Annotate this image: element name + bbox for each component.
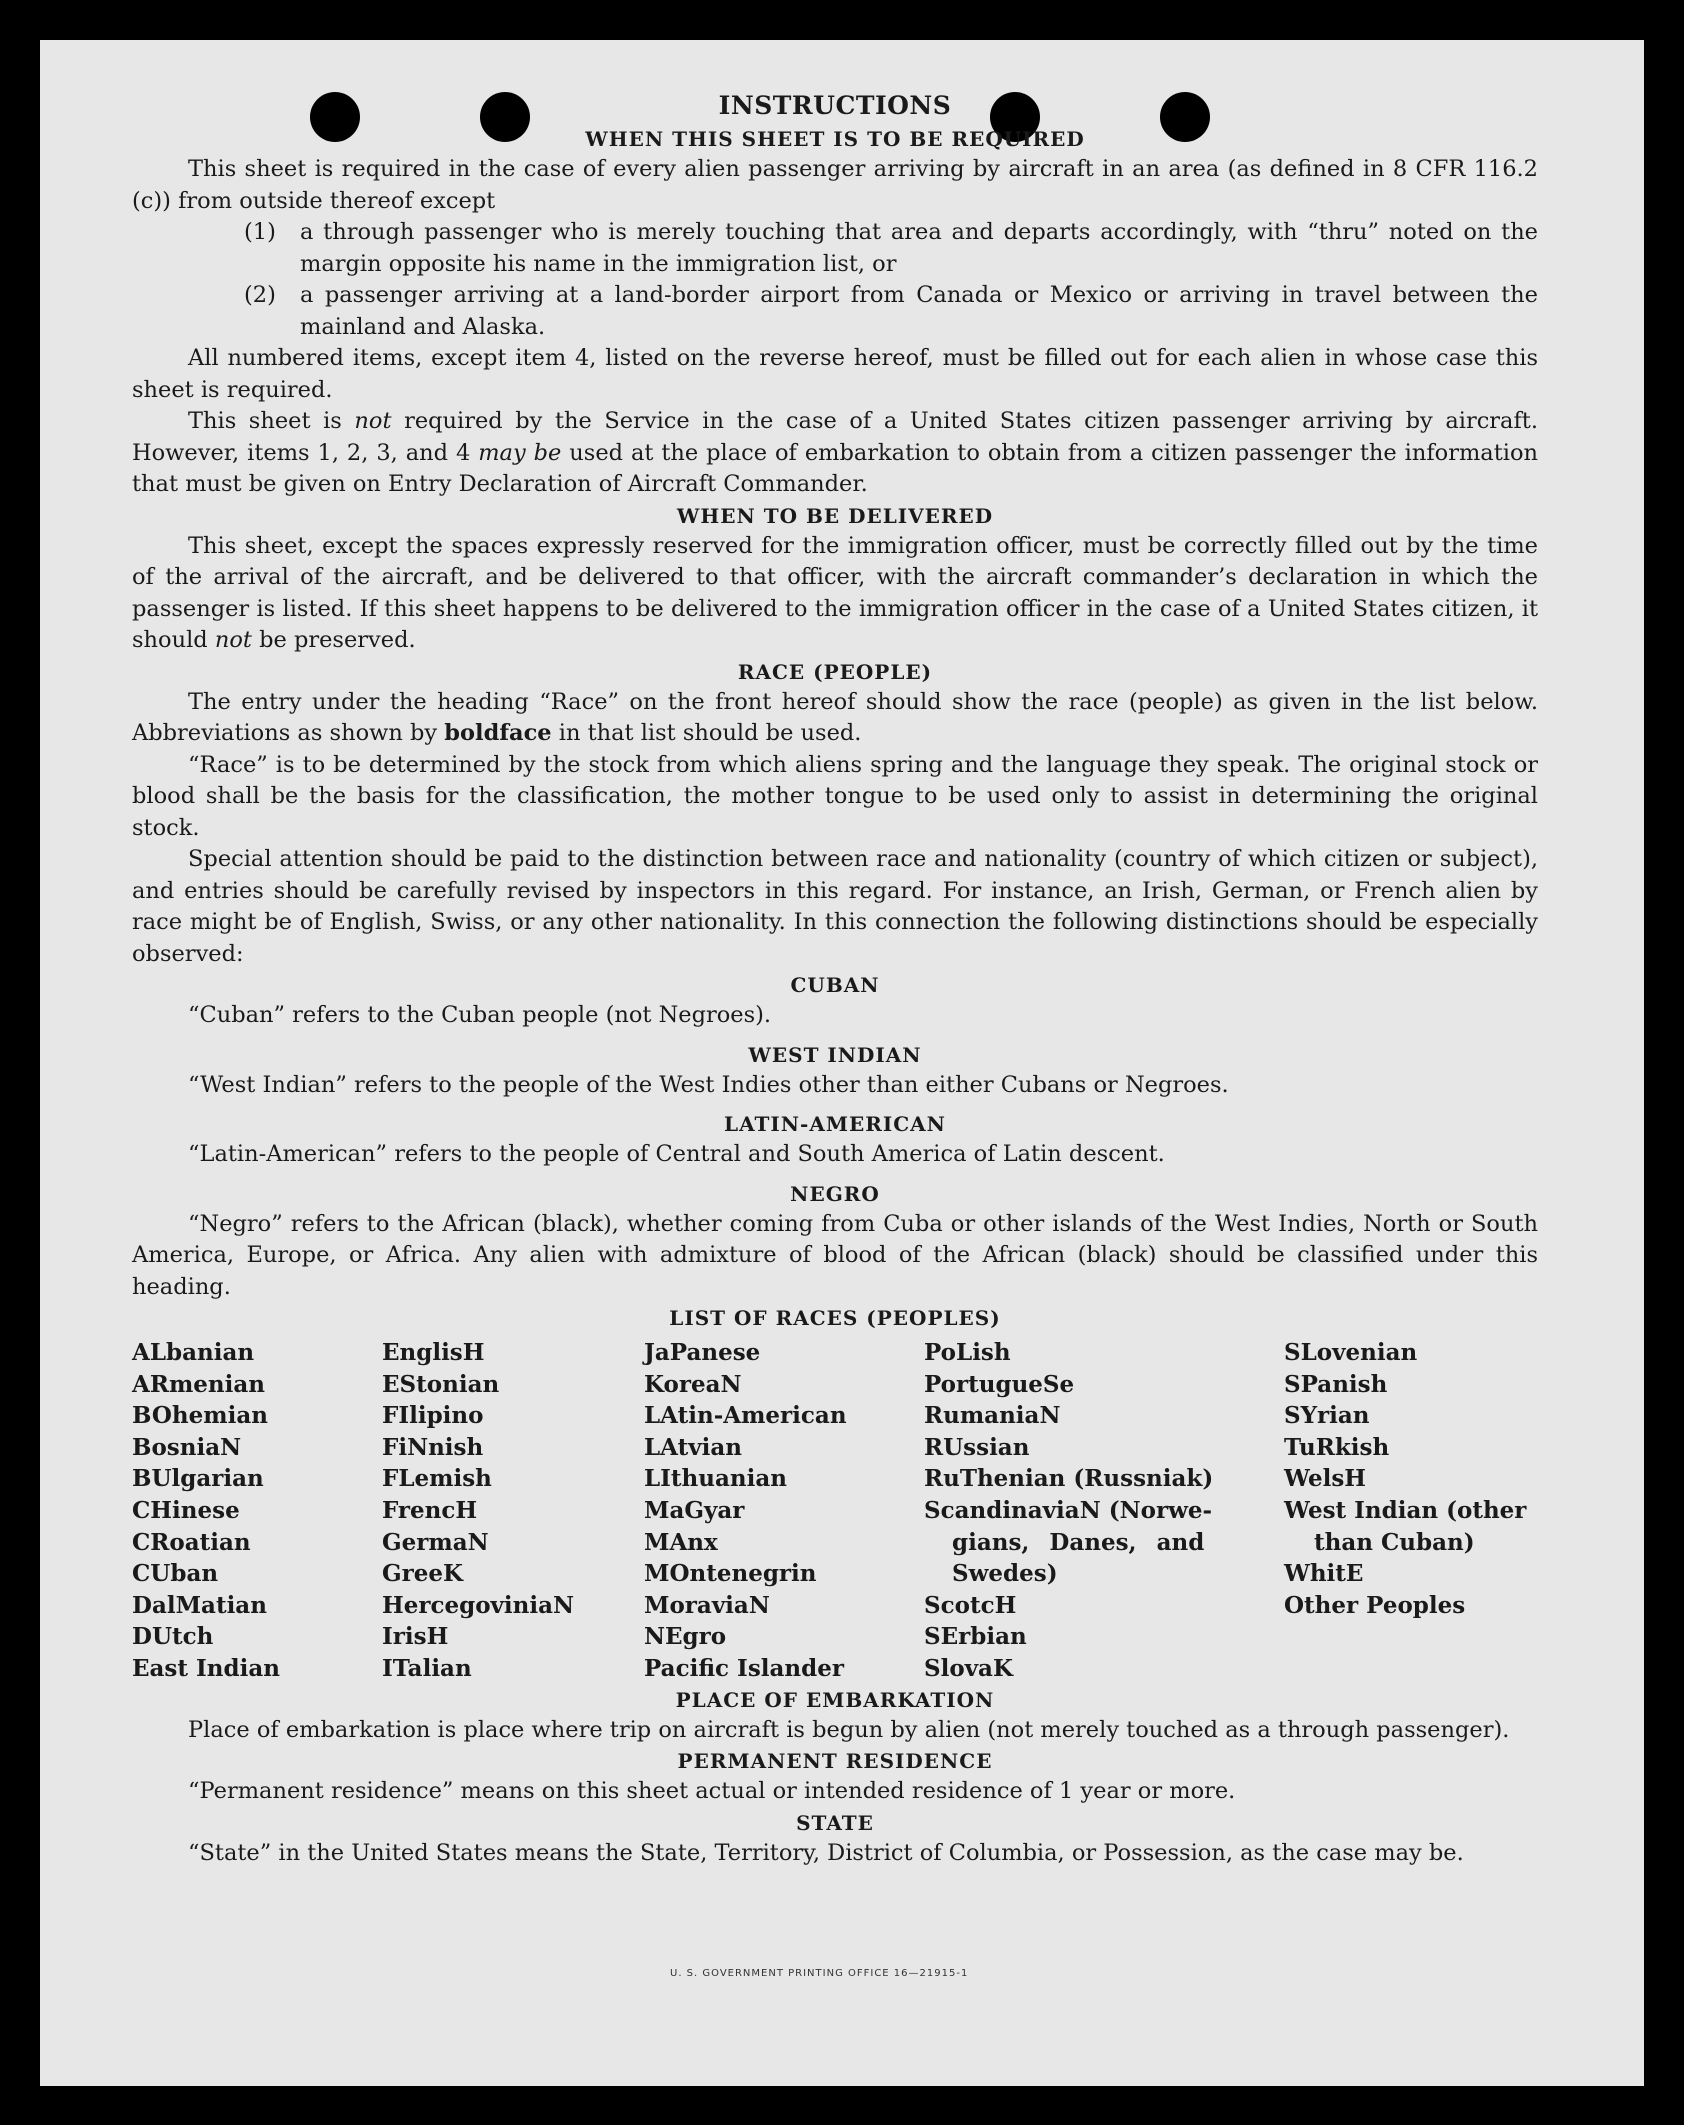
paragraph: “West Indian” refers to the people of the West Indies other than either Cubans or Negroes.: [188, 1071, 1229, 1098]
text-run: The entry under the heading “Race” on the front hereof should show the race (people) as given in the list below. Abbreviations as shown by: [132, 688, 1538, 746]
race-entry: RumaniaN: [924, 1402, 1061, 1430]
text-run: required by the Service in the case of a United States citizen passenger arriving by aircraft. However, items 1, 2, 3, and 4: [132, 408, 1538, 466]
list-item-text: a passenger arriving at a land-border airport from Canada or Mexico or arriving in travel between the mainland and Alaska.: [300, 282, 1538, 340]
page-title: INSTRUCTIONS: [718, 91, 952, 120]
text-run: be preserved.: [251, 627, 416, 653]
race-entry: FrencH: [382, 1496, 478, 1524]
race-entry: FIlipino: [382, 1402, 484, 1430]
section-heading: WEST INDIAN: [748, 1042, 922, 1067]
paragraph: “State” in the United States means the State, Territory, District of Columbia, or Possession, as the case may be.: [188, 1839, 1464, 1866]
race-entry: Other Peoples: [1284, 1591, 1466, 1619]
emphasis: not: [214, 627, 252, 653]
race-entry: RuThenian (Russniak): [924, 1465, 1214, 1493]
text-run: in that list should be used.: [551, 720, 862, 746]
document-page: [40, 40, 1644, 2086]
race-entry: EnglisH: [382, 1339, 485, 1366]
race-entry: CHinese: [132, 1496, 240, 1524]
paragraph: Place of embarkation is place where trip on aircraft is begun by alien (not merely touched as a through passenger).: [188, 1716, 1510, 1743]
race-entry: PortugueSe: [924, 1370, 1075, 1398]
paragraph: [132, 687, 1538, 750]
race-entry: West Indian (other: [1284, 1496, 1527, 1524]
paragraph: Special attention should be paid to the distinction between race and nationality (country of which citizen or subject), and entries should be carefully revised by inspectors in this regard. For instance, an Irish, German, or French alien by race might be of English, Swiss, or any other nationality. In this connection the following distinctions should be especially observed:: [132, 846, 1538, 967]
section-heading: PLACE OF EMBARKATION: [675, 1687, 995, 1712]
race-entry: Pacific Islander: [644, 1654, 844, 1682]
race-entry: NEgro: [644, 1623, 727, 1651]
race-entry: CUban: [132, 1560, 219, 1588]
section-heading: PERMANENT RESIDENCE: [677, 1749, 993, 1774]
race-entry: DalMatian: [132, 1591, 267, 1619]
section-heading: LIST OF RACES (PEOPLES): [669, 1306, 1001, 1330]
race-entry: LAtvian: [644, 1433, 742, 1461]
section-heading: RACE (PEOPLE): [737, 659, 933, 684]
paragraph: “Cuban” refers to the Cuban people (not Negroes).: [188, 1002, 772, 1028]
race-entry: EStonian: [382, 1370, 500, 1398]
bold-text: boldface: [444, 720, 552, 746]
text-run: This sheet is: [188, 408, 355, 434]
race-entry: ALbanian: [132, 1339, 255, 1366]
race-entry: gians, Danes, and: [952, 1528, 1205, 1556]
race-entry: GermaN: [382, 1528, 489, 1556]
paragraph: “Latin-American” refers to the people of Central and South America of Latin descent.: [188, 1141, 1165, 1167]
printer-imprint: U. S. GOVERNMENT PRINTING OFFICE 16—21915-1: [670, 1968, 969, 1979]
emphasis: may be: [478, 439, 562, 466]
race-entry: ARmenian: [132, 1370, 266, 1398]
section-heading: NEGRO: [790, 1181, 880, 1206]
text-run: used at the place of embarkation to obtain from a citizen passenger the information that must be given on Entry Declaration of Aircraft Commander.: [132, 439, 1538, 497]
race-entry: SYrian: [1284, 1402, 1370, 1430]
races-column: [924, 1337, 1284, 1685]
race-entry: BUlgarian: [132, 1465, 264, 1493]
list-item-number: (2): [244, 282, 276, 308]
race-entry: ScandinaviaN (Norwe-: [924, 1496, 1213, 1524]
race-entry: LAtin-American: [644, 1402, 847, 1430]
list-item-text: a through passenger who is merely touching that area and departs accordingly, with “thru” noted on the margin opposite his name in the immigration list, or: [300, 219, 1538, 277]
race-entry: JaPanese: [644, 1339, 761, 1366]
race-entry: FLemish: [382, 1465, 492, 1493]
paragraph: “Permanent residence” means on this sheet actual or intended residence of 1 year or more.: [188, 1778, 1236, 1805]
race-entry: East Indian: [132, 1654, 280, 1682]
race-entry: WelsH: [1284, 1465, 1367, 1493]
section-heading: WHEN THIS SHEET IS TO BE REQUIRED: [585, 127, 1085, 151]
instructions-body: [132, 88, 1538, 1869]
race-entry: LIthuanian: [644, 1465, 787, 1493]
race-entry: CRoatian: [132, 1528, 251, 1556]
race-entry: MOntenegrin: [644, 1560, 817, 1588]
list-item-number: (1): [244, 219, 276, 245]
race-entry: IrisH: [382, 1623, 449, 1651]
section-heading: WHEN TO BE DELIVERED: [676, 503, 994, 528]
paragraph: [132, 531, 1538, 657]
paragraph: “Race” is to be determined by the stock from which aliens spring and the language they speak. The original stock or blood shall be the basis for the classification, the mother tongue to be used only to assist in determining the original stock.: [132, 751, 1538, 841]
list-item: [244, 217, 1538, 280]
race-entry: BosniaN: [132, 1433, 242, 1461]
races-column: [132, 1337, 382, 1685]
emphasis: not: [354, 408, 392, 434]
race-entry: Swedes): [952, 1560, 1058, 1588]
section-heading: CUBAN: [790, 973, 880, 997]
race-entry: TuRkish: [1284, 1433, 1390, 1461]
race-entry: RUssian: [924, 1433, 1030, 1461]
race-entry: FiNnish: [382, 1433, 484, 1461]
race-entry: MoraviaN: [644, 1591, 770, 1619]
race-entry: SlovaK: [924, 1654, 1013, 1682]
race-entry: ScotcH: [924, 1591, 1017, 1619]
race-entry: WhitE: [1284, 1560, 1364, 1588]
section-heading: LATIN-AMERICAN: [724, 1112, 946, 1136]
section-heading: STATE: [796, 1810, 874, 1835]
paragraph: [132, 406, 1538, 501]
races-column: [1284, 1337, 1538, 1685]
race-entry: ITalian: [382, 1654, 472, 1682]
race-entry: BOhemian: [132, 1402, 268, 1430]
races-column: [644, 1337, 924, 1685]
race-entry: SLovenian: [1284, 1339, 1418, 1366]
race-entry: SPanish: [1284, 1370, 1388, 1398]
paragraph: “Negro” refers to the African (black), whether coming from Cuba or other islands of the West Indies, North or South America, Europe, or Africa. Any alien with admixture of blood of the African (black) should be classified under this heading.: [132, 1210, 1538, 1300]
race-entry: SErbian: [924, 1623, 1027, 1651]
races-list: [132, 1337, 1538, 1685]
race-entry: MAnx: [644, 1528, 718, 1556]
list-item: [244, 280, 1538, 343]
text-run: This sheet, except the spaces expressly reserved for the immigration officer, must be correctly filled out by the time of the arrival of the aircraft, and be delivered to that officer, with the aircraft commander’s declaration in which the passenger is listed. If this sheet happens to be delivered to the immigration officer in the case of a United States citizen, it should: [132, 532, 1538, 653]
race-entry: KoreaN: [644, 1370, 742, 1398]
paragraph: This sheet is required in the case of every alien passenger arriving by aircraft in an area (as defined in 8 CFR 116.2 (c)) from outside thereof except: [132, 156, 1538, 214]
paragraph: All numbered items, except item 4, listed on the reverse hereof, must be filled out for each alien in whose case this sheet is required.: [132, 345, 1538, 403]
race-entry: HercegoviniaN: [382, 1591, 575, 1619]
race-entry: MaGyar: [644, 1496, 745, 1524]
races-column: [382, 1337, 644, 1685]
race-entry: GreeK: [382, 1560, 464, 1588]
race-entry: DUtch: [132, 1623, 214, 1651]
race-entry: PoLish: [924, 1339, 1011, 1366]
race-entry: than Cuban): [1314, 1528, 1475, 1556]
